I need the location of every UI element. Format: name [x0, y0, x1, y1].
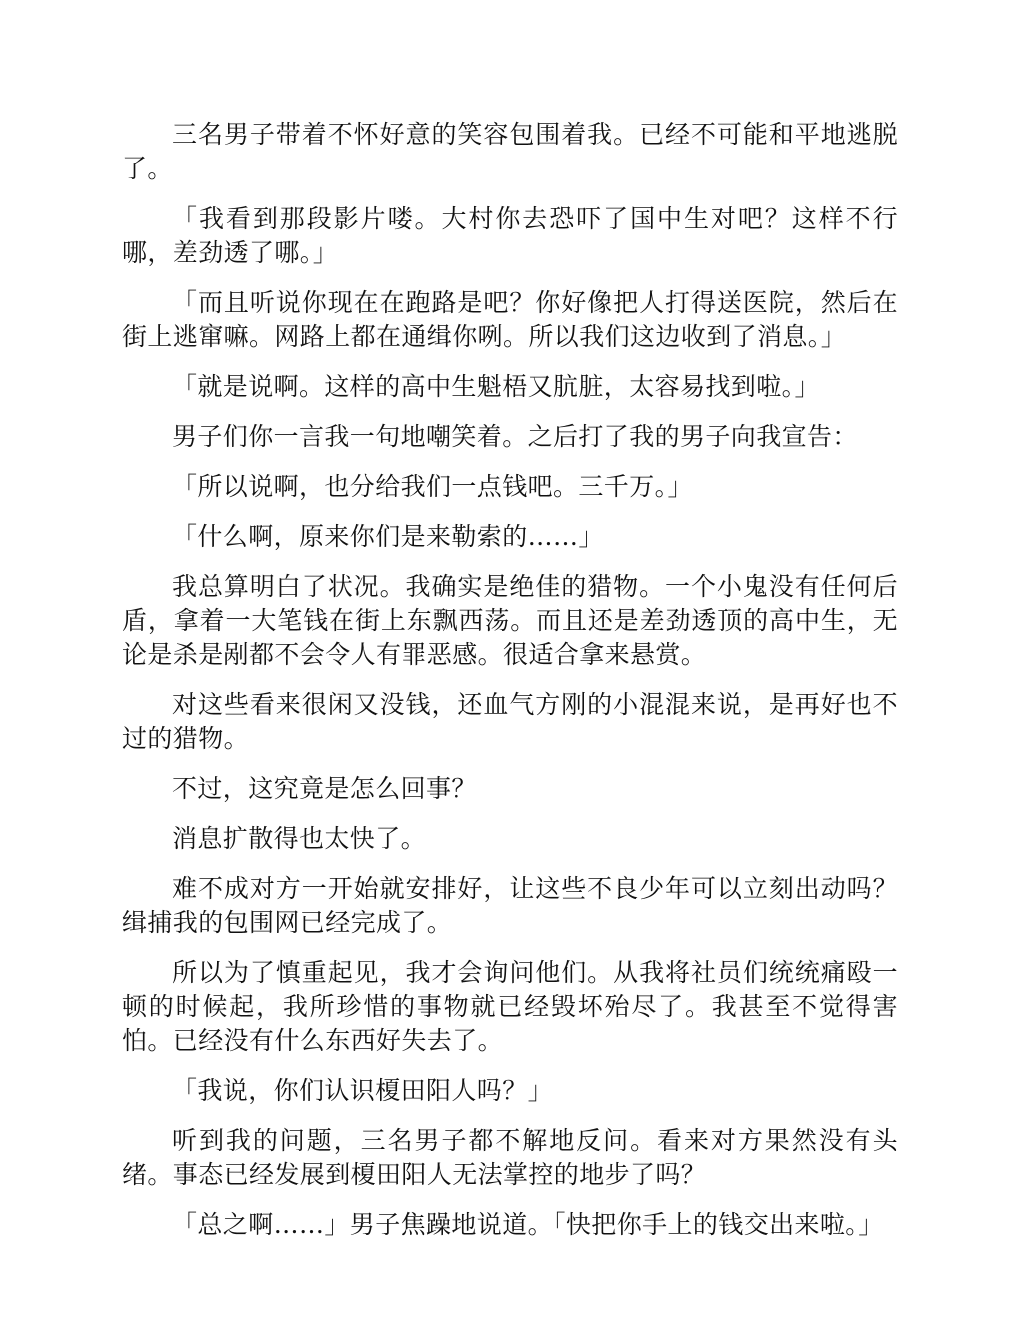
paragraph: 所以为了慎重起见，我才会询问他们。从我将社员们统统痛殴一顿的时候起，我所珍惜的事物就已经毁坏殆尽了。我甚至不觉得害怕。已经没有什么东西好失去了。: [122, 958, 898, 1055]
paragraph: 对这些看来很闲又没钱，还血气方刚的小混混来说，是再好也不过的猎物。: [122, 690, 898, 753]
paragraph: 「我说，你们认识榎田阳人吗？」: [172, 1076, 554, 1105]
paragraph: 「总之啊……」男子焦躁地说道。「快把你手上的钱交出来啦。」: [172, 1210, 884, 1239]
paragraph: 男子们你一言我一句地嘲笑着。之后打了我的男子向我宣告：: [172, 422, 858, 451]
paragraph: 难不成对方一开始就安排好，让这些不良少年可以立刻出动吗？缉捕我的包围网已经完成了。: [122, 874, 898, 937]
paragraph: 「我看到那段影片喽。大村你去恐吓了国中生对吧？这样不行哪，差劲透了哪。」: [122, 204, 898, 267]
paragraph: 「就是说啊。这样的高中生魁梧又肮脏，太容易找到啦。」: [172, 372, 820, 401]
paragraph: 听到我的问题，三名男子都不解地反问。看来对方果然没有头绪。事态已经发展到榎田阳人无法掌控的地步了吗？: [122, 1126, 898, 1189]
paragraph: 「什么啊，原来你们是来勒索的……」: [172, 522, 604, 551]
body-text: [122, 118, 898, 1258]
paragraph: 三名男子带着不怀好意的笑容包围着我。已经不可能和平地逃脱了。: [122, 120, 898, 183]
paragraph: 消息扩散得也太快了。: [172, 824, 427, 853]
paragraph: 「而且听说你现在在跑路是吧？你好像把人打得送医院，然后在街上逃窜嘛。网路上都在通缉你咧。所以我们这边收到了消息。」: [122, 288, 898, 351]
paragraph: 不过，这究竟是怎么回事？: [172, 774, 477, 803]
paragraph: 我总算明白了状况。我确实是绝佳的猎物。一个小鬼没有任何后盾，拿着一大笔钱在街上东飘西荡。而且还是差劲透顶的高中生，无论是杀是剐都不会令人有罪恶感。很适合拿来悬赏。: [122, 572, 898, 669]
paragraph: 「所以说啊，也分给我们一点钱吧。三千万。」: [172, 472, 693, 501]
